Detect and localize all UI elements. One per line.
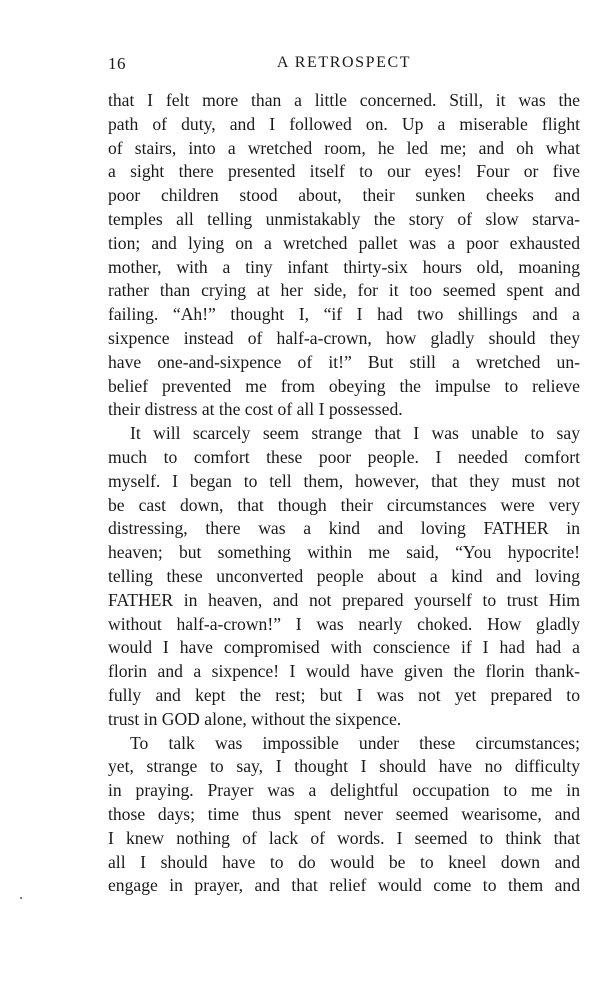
text-line: sixpence instead of half-a-crown, how gladly should they — [108, 327, 580, 348]
text-line: It will scarcely seem strange that I was unable to say — [130, 423, 580, 444]
text-line: path of duty, and I followed on. Up a miserable flight — [108, 113, 580, 134]
text-line: telling these unconverted people about a kind and loving — [108, 565, 580, 586]
text-line: florin and a sixpence! I would have given the florin thank- — [108, 661, 580, 682]
text-line: that I felt more than a little concerned. Still, it was the — [108, 90, 580, 110]
text-line: have one-and-sixpence of it!” But still a wretched un- — [108, 351, 580, 372]
text-line: without half-a-crown!” I was nearly choked. How gladly — [108, 613, 580, 634]
text-line: distressing, there was a kind and loving FATHER in — [108, 518, 580, 539]
page-number: 16 — [108, 54, 126, 73]
text-line: trust in GOD alone, without the sixpence. — [108, 708, 402, 729]
text-line: I knew nothing of lack of words. I seemed to think that — [108, 827, 580, 848]
text-line: engage in prayer, and that relief would come to them and — [108, 875, 580, 896]
text-line: poor children stood about, their sunken cheeks and — [108, 185, 580, 206]
text-line: much to comfort these poor people. I needed comfort — [108, 446, 580, 467]
text-line: FATHER in heaven, and not prepared yourself to trust Him — [108, 589, 580, 610]
text-line: fully and kept the rest; but I was not yet prepared to — [108, 684, 580, 705]
text-line: temples all telling unmistakably the story of slow starva- — [108, 208, 580, 229]
text-line: myself. I began to tell them, however, that they must not — [108, 470, 580, 491]
text-line: belief prevented me from obeying the impulse to relieve — [108, 375, 580, 396]
text-line: heaven; but something within me said, “You hypocrite! — [108, 542, 580, 563]
text-line: mother, with a tiny infant thirty-six hours old, moaning — [108, 256, 580, 277]
body-text — [108, 89, 580, 898]
text-line: be cast down, that though their circumstances were very — [108, 494, 580, 515]
text-line: their distress at the cost of all I possessed. — [108, 399, 403, 420]
margin-speck — [20, 897, 22, 899]
text-line: failing. “Ah!” thought I, “if I had two shillings and a — [108, 304, 580, 325]
text-line: in praying. Prayer was a delightful occupation to me in — [108, 780, 580, 801]
text-line: all I should have to do would be to kneel down and — [108, 851, 580, 872]
text-line: rather than crying at her side, for it too seemed spent and — [108, 280, 580, 301]
text-line: those days; time thus spent never seemed wearisome, and — [108, 803, 580, 824]
page-header — [108, 54, 580, 80]
text-line: tion; and lying on a wretched pallet was a poor exhausted — [108, 232, 580, 253]
text-line: yet, strange to say, I thought I should have no difficulty — [108, 756, 580, 777]
text-line: To talk was impossible under these circumstances; — [130, 732, 580, 753]
text-line: would I have compromised with conscience if I had had a — [108, 637, 580, 658]
running-head: A RETROSPECT — [276, 54, 412, 71]
text-line: of stairs, into a wretched room, he led me; and oh what — [108, 137, 580, 158]
text-line: a sight there presented itself to our eyes! Four or five — [108, 161, 580, 182]
